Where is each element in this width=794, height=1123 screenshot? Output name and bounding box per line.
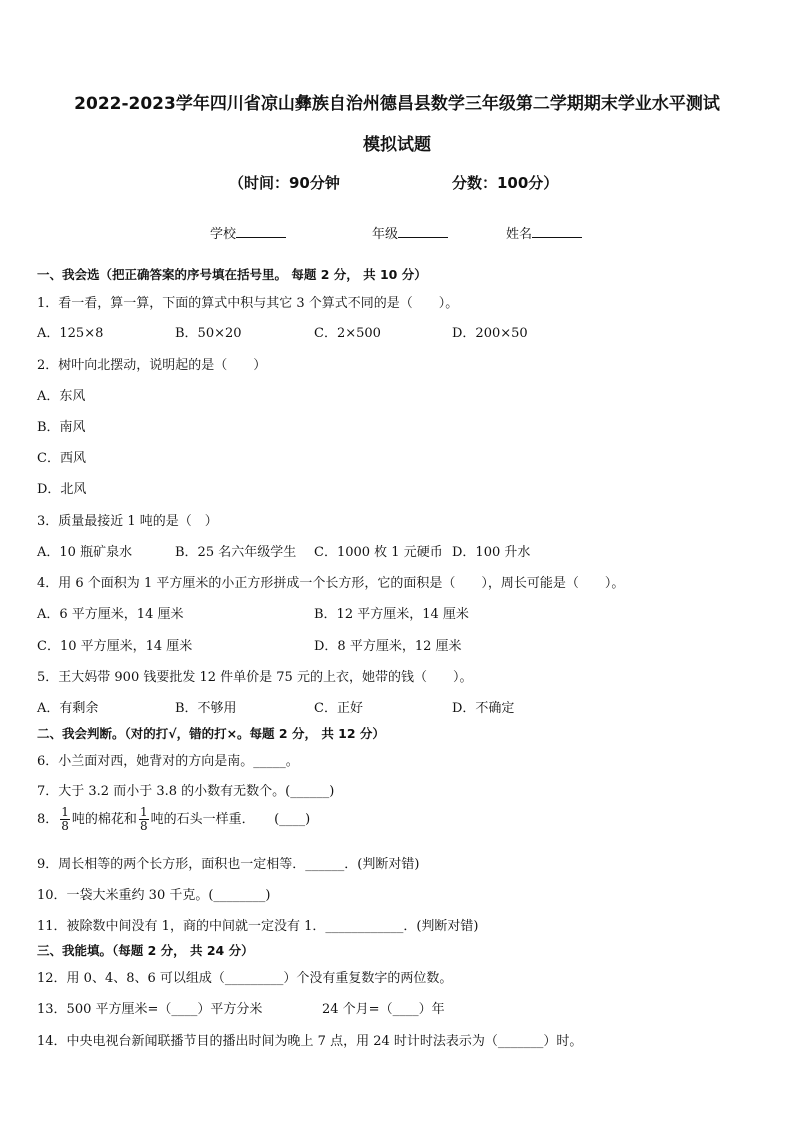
section-3-heading: 三、我能填。（每题 2 分， 共 24 分） (37, 943, 254, 958)
question-4: 4．用 6 个面积为 1 平方厘米的小正方形拼成一个长方形，它的面积是（ ），周长可能是（ ）。 (37, 576, 625, 591)
q4-option-d: D．8 平方厘米，12 厘米 (314, 639, 462, 654)
document-title-line-2: 模拟试题 (363, 135, 431, 155)
grade-label: 年级 (372, 227, 399, 242)
section-2-heading: 二、我会判断。（对的打√，错的打×。每题 2 分， 共 12 分） (37, 726, 385, 741)
grade-field (372, 223, 448, 242)
q1-option-b: B．50×20 (175, 326, 242, 341)
question-8 (37, 806, 310, 833)
q2-option-c: C．西风 (37, 451, 86, 466)
question-5: 5．王大妈带 900 钱要批发 12 件单价是 75 元的上衣，她带的钱（ ）。 (37, 670, 473, 685)
school-blank (236, 225, 286, 238)
exam-score: 分数：100分） (452, 174, 559, 192)
question-7: 7．大于 3.2 而小于 3.8 的小数有无数个。(______) (37, 784, 335, 799)
q8-prefix: 8． (37, 812, 59, 827)
q2-option-d: D．北风 (37, 482, 87, 497)
q2-option-b: B．南风 (37, 420, 86, 435)
fraction-1-numerator: 1 (61, 805, 69, 819)
q4-option-a: A．6 平方厘米，14 厘米 (37, 607, 184, 622)
q5-option-a: A．有剩余 (37, 701, 99, 716)
q5-option-c: C．正好 (314, 701, 363, 716)
question-1: 1．看一看，算一算，下面的算式中积与其它 3 个算式不同的是（ ）。 (37, 296, 459, 311)
q3-option-b: B．25 名六年级学生 (175, 545, 297, 560)
q1-option-c: C．2×500 (314, 326, 381, 341)
school-label: 学校 (210, 227, 237, 242)
school-field (210, 223, 286, 242)
fraction-1 (60, 806, 70, 833)
exam-time: （时间：90分钟 (229, 174, 340, 192)
q1-option-d: D．200×50 (452, 326, 528, 341)
q4-option-c: C．10 平方厘米，14 厘米 (37, 639, 193, 654)
q4-option-b: B．12 平方厘米，14 厘米 (314, 607, 469, 622)
q1-option-a: A．125×8 (37, 326, 104, 341)
name-field (506, 223, 582, 242)
section-1-heading: 一、我会选（把正确答案的序号填在括号里。 每题 2 分， 共 10 分） (37, 267, 427, 282)
q5-option-d: D．不确定 (452, 701, 515, 716)
q3-option-a: A．10 瓶矿泉水 (37, 545, 133, 560)
question-3: 3．质量最接近 1 吨的是（ ） (37, 514, 218, 529)
fraction-2-numerator: 1 (139, 805, 148, 819)
name-blank (532, 225, 582, 238)
q3-option-d: D．100 升水 (452, 545, 531, 560)
q2-option-a: A．东风 (37, 389, 86, 404)
fraction-2-denominator: 8 (139, 819, 148, 833)
q8-suffix: 吨的石头一样重． (____) (150, 812, 311, 827)
document-title-line-1: 2022-2023学年四川省凉山彝族自治州德昌县数学三年级第二学期期末学业水平测试 (74, 94, 720, 114)
q8-middle: 吨的棉花和 (71, 812, 137, 827)
fraction-1-denominator: 8 (61, 819, 69, 833)
question-6: 6．小兰面对西，她背对的方向是南。_____。 (37, 754, 299, 769)
question-2: 2．树叶向北摆动，说明起的是（ ） (37, 358, 267, 373)
question-11: 11．被除数中间没有 1，商的中间就一定没有 1．____________．(判断对错) (37, 919, 479, 934)
question-10: 10．一袋大米重约 30 千克。(________) (37, 888, 271, 903)
question-12: 12．用 0、4、8、6 可以组成（_________）个没有重复数字的两位数。 (37, 971, 453, 986)
q5-option-b: B．不够用 (175, 701, 237, 716)
grade-blank (398, 225, 448, 238)
question-14: 14．中央电视台新闻联播节目的播出时间为晚上 7 点，用 24 时计时法表示为（_______）时。 (37, 1034, 583, 1049)
name-label: 姓名 (506, 227, 533, 242)
q3-option-c: C．1000 枚 1 元硬币 (314, 545, 443, 560)
question-13-part-a: 13．500 平方厘米=（____）平方分米 (37, 1002, 263, 1017)
question-13-part-b: 24 个月=（____）年 (322, 1002, 445, 1017)
fraction-2 (139, 806, 149, 833)
question-9: 9．周长相等的两个长方形，面积也一定相等．______．(判断对错) (37, 857, 420, 872)
